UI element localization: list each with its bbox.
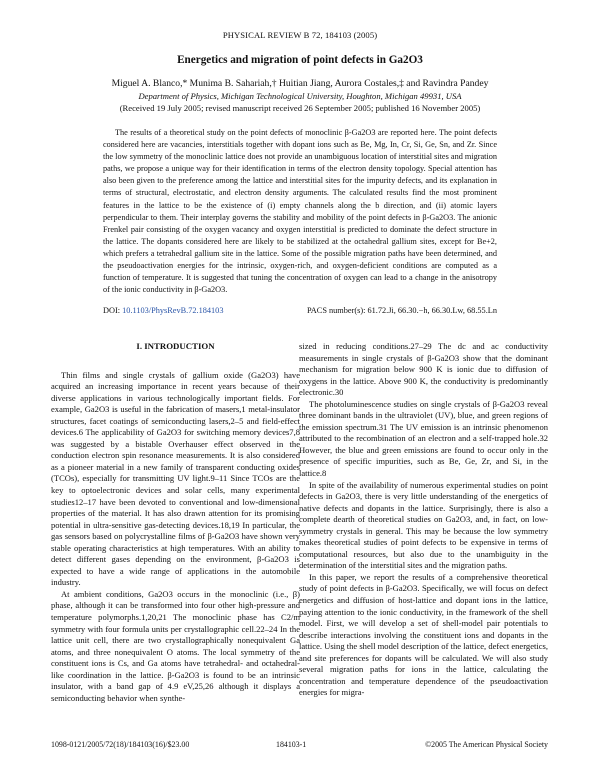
footer-issn: 1098-0121/2005/72(18)/184103(16)/$23.00	[51, 740, 190, 749]
abstract-text: The results of a theoretical study on the point defects of monoclinic β-Ga2O3 are reported here. The point defects considered here are vacancies, interstitials together with dopant ions such as Be, Mg, In, Cr, Si, Ge, Sn, and Zr. Since the low symmetry of the monoclinic lattice does not provide an unambiguous location of interstitial sites and migration paths, we propose a unique way for their identification in terms of the electron density topology. Special attention has also been given to the preference among the lattice and interstitial sites for the impurity defects, and its explanation in terms of structural, electrostatic, and electron density arguments. The calculated results find the most prominent features in the lattice to be the existence of (i) empty channels along the b direction, and (ii) atomic layers perpendicular to them. Their interplay governs the stability and mobility of the point defects in β-Ga2O3. The anionic Frenkel pair consisting of the oxygen vacancy and oxygen interstitial is predicted to dominate the defect structure in the lattice. The dopants considered here are likely to be stabilized at the octahedral gallium sites, except for Be+2, which prefers a tetrahedral gallium site in the lattice. Some of the possible migration paths have been determined, and the pseudoactivation energies for the intrinsic, oxygen-rich, and oxygen-deficient conditions are computed as a function of temperature. It is suggested that tuning the concentration of oxygen can lead to a change in the anisotropy of the ionic conductivity in β-Ga2O3.	[103, 128, 497, 295]
paragraph: In spite of the availability of numerous experimental studies on point defects in Ga2O3, there is very little understanding of the energetics of native defects and dopants in the lattice. Surprisingly, there is also a complete dearth of theoretical studies on Ga2O3, and, in fact, on low-symmetry crystals in general. This may be because the low symmetry makes theoretical studies of point defects to be expensive in terms of computational resources, but also due to the unambiguity in the determination of the interstitial sites and the migration paths.	[299, 479, 548, 571]
affiliation: Department of Physics, Michigan Technological University, Houghton, Michigan 49931, USA	[138, 91, 462, 101]
author-list: Miguel A. Blanco,* Munima B. Sahariah,† Huitian Jiang, Aurora Costales,‡ and Ravindra Pandey	[111, 78, 489, 89]
running-head: PHYSICAL REVIEW B 72, 184103 (2005)	[222, 30, 378, 40]
footer-page-number: 184103-1	[276, 740, 307, 749]
abstract	[103, 127, 497, 296]
received-dates: (Received 19 July 2005; revised manuscript received 26 September 2005; published 16 November 2005)	[119, 103, 481, 113]
footer-copyright: ©2005 The American Physical Society	[425, 740, 548, 749]
paragraph: At ambient conditions, Ga2O3 occurs in the monoclinic (i.e., β) phase, although it can be transformed into four other high-pressure and temperature polymorphs.1,20,21 The monoclinic phase has C2/m symmetry with four formula units per crystallographic cell.22–24 In the lattice unit cell, there are two crystallographically nonequivalent Ga atoms, and three nonequivalent O atoms. The local symmetry of the constituent ions is Cs, and Ga atoms have tetrahedral- and octahedral-like coordination in the lattice. β-Ga2O3 is found to be an intrinsic insulator, with a band gap of 4.9 eV,25,26 although it displays a semiconducting behavior when synthe-	[51, 588, 300, 703]
paragraph: Thin films and single crystals of gallium oxide (Ga2O3) have acquired an increasing importance in recent years because of their diverse applications in various technologically important fields. For example, Ga2O3 is useful in the fabrication of masers,1 metal-insulator structures, facet coatings of semiconducting lasers,2–5 and field-effect devices.6 The applicability of Ga2O3 for switching memory devices7,8 was suggested by a bistable Overhauser effect observed in the conduction electron spin resonance measurements. It is also considered as a pioneer material in a new family of transparent conducting oxides (TCOs), especially for transmitting UV light.9–11 Since TCOs are the key to optoelectronic devices and solar cells, many experimental studies12–17 have been devoted to conventional and low-dimensional properties of the material. It has also drawn attention for its promising potential in ultra-sensitive gas-detecting devices.18,19 In particular, the gas sensors based on polycrystalline films of β-Ga2O3 have shown very stable operating characteristics at high temperatures. With an ability to detect different gases depending on the environment, β-Ga2O3 is expected to have a wide range of applications in the automobile industry.	[51, 369, 300, 588]
paper-title: Energetics and migration of point defects in Ga2O3	[177, 54, 423, 66]
section-heading: I. INTRODUCTION	[136, 341, 215, 351]
right-column	[299, 341, 548, 699]
doi-line	[103, 306, 223, 315]
doi-label: DOI:	[103, 306, 121, 315]
paragraph: The photoluminescence studies on single crystals of β-Ga2O3 reveal three dominant bands in the ultraviolet (UV), blue, and green regions of the emission spectrum.31 The UV emission is an intrinsic phenomenon attributed to the recombination of an electron and a self-trapped hole.32 However, the blue and green emissions are found to occur only in the presence of specific impurities, such as Be, Ge, Zr, and Si, in the lattice.8	[299, 398, 548, 479]
pacs-numbers: PACS number(s): 61.72.Ji, 66.30.−h, 66.30.Lw, 68.55.Ln	[306, 306, 497, 315]
paragraph-continued: sized in reducing conditions.27–29 The dc and ac conductivity measurements in single crystals of β-Ga2O3 show that the dominant mechanism for migration below 900 K is ionic due to diffusion of oxygens in the lattice. Above 900 K, the conductivity is predominantly electronic.30	[299, 341, 548, 398]
paragraph: In this paper, we report the results of a comprehensive theoretical study of point defects in β-Ga2O3. Specifically, we will focus on defect energetics and diffusion of host-lattice and dopant ions in the lattice, paying attention to the ionic conductivity, in the framework of the shell model. First, we will develop a set of shell-model pair potentials to describe interactions involving the constituent ions and dopants in the lattice. Using the shell model description of the lattice, defect energetics, and site preferences for dopants will be calculated. We will also study several migration paths for ions in the lattice, calculating the concentration and temperature dependence of the pseudoactivation energies for migra-	[299, 571, 548, 698]
doi-link[interactable]: 10.1103/PhysRevB.72.184103	[122, 306, 224, 315]
left-column	[51, 341, 300, 704]
